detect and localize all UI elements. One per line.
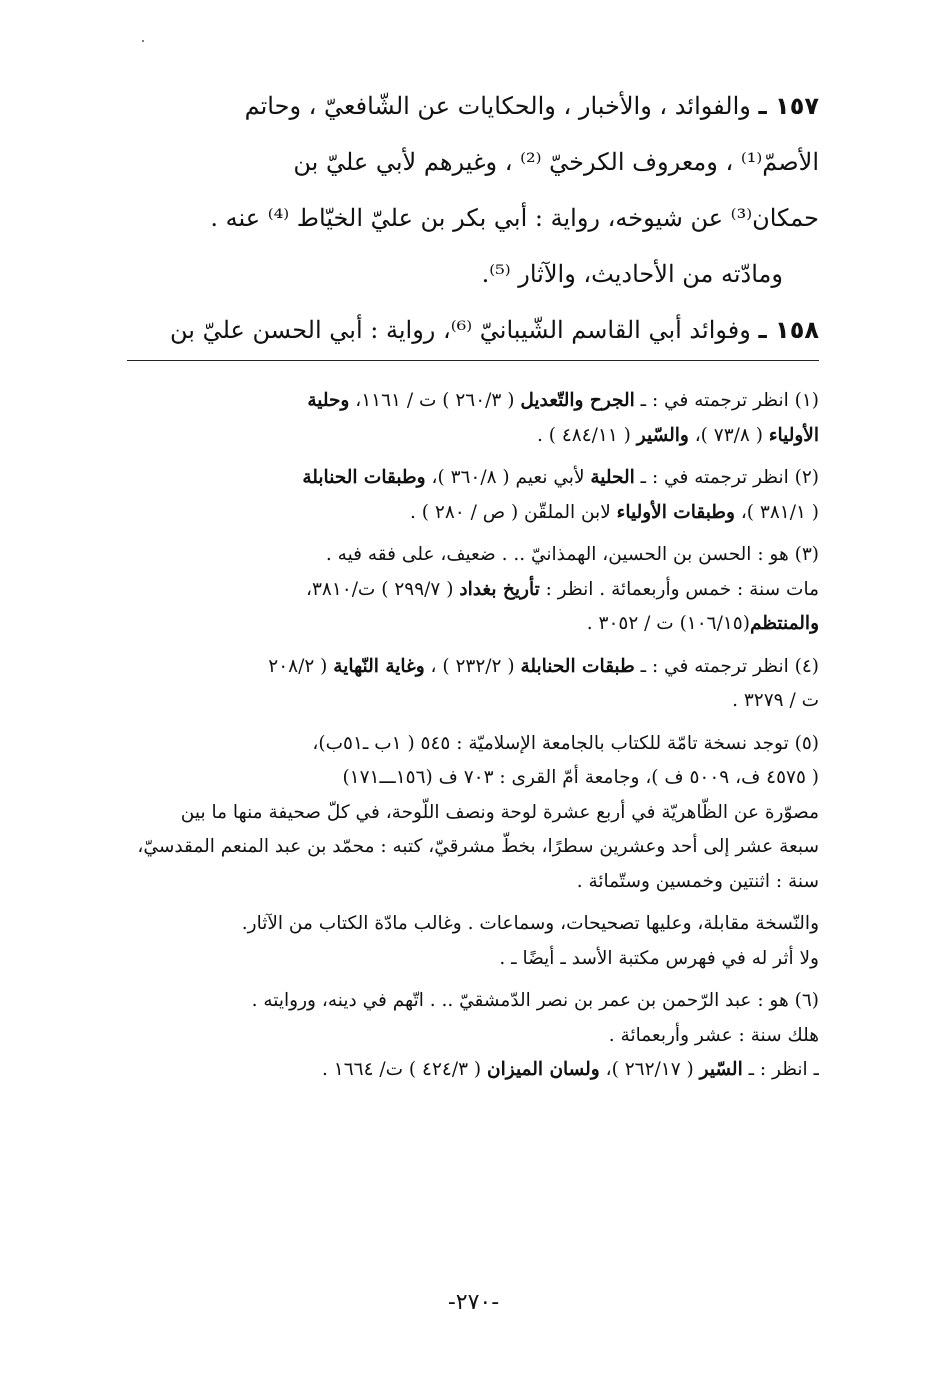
page-number: -٢٧٠- <box>447 1290 500 1315</box>
entry-157-line-3: حمكان⁽³⁾ عن شيوخه، رواية : أبي بكر بن عليّ الخيّاط ⁽⁴⁾ عنه . <box>210 204 819 232</box>
footnote-4-line-2: ت / ٣٢٧٩ . <box>732 690 819 711</box>
entry-158-line-1: ١٥٨ ـ وفوائد أبي القاسم الشّيبانيّ ⁽⁶⁾، رواية : أبي الحسن عليّ بن <box>170 316 819 344</box>
footnote-3-line-2: مات سنة : خمس وأربعمائة . انظر : تأريخ بغداد ( ٢٩٩/٧ ) ت/٣٨١٠، <box>305 578 819 600</box>
footnote-5-line-5: سنة : اثنتين وخمسين وستّمائة . <box>576 870 819 892</box>
main-text <box>108 78 819 358</box>
speck-mark <box>142 40 144 42</box>
footnote-separator <box>127 360 819 361</box>
footnote-5-line-2: ( ٤٥٧٥ ف، ٥٠٠٩ ف )، وجامعة أمّ القرى : ٧٠٣ ف (١٥٦ـــ١٧١) <box>342 767 819 788</box>
entry-157-number: ١٥٧ ـ <box>758 92 819 120</box>
footnotes <box>108 384 819 1088</box>
footnote-6-line-3: ـ انظر : ـ السّير ( ٢٦٢/١٧ )، ولسان الميزان ( ٤٢٤/٣ ) ت/ ١٦٦٤ . <box>322 1059 819 1080</box>
footnote-2-line-2: ( ٣٨١/١ )، وطبقات الأولياء لابن الملقّن ( ص / ٢٨٠ ) . <box>410 501 819 523</box>
footnote-5-line-3: مصوّرة عن الظّاهريّة في أربع عشرة لوحة ونصف اللّوحة، في كلّ صحيفة منها ما بين <box>180 801 819 823</box>
footnote-3-line-3: والمنتظم(١٠٦/١٥) ت / ٣٠٥٢ . <box>586 613 819 634</box>
footnote-5-line-4: سبعة عشر إلى أحد وعشرين سطرًا، بخطّ مشرقيّ، كتبه : محمّد بن عبد المنعم المقدسيّ، <box>137 836 819 857</box>
footnote-6-line-2: هلك سنة : عشر وأربعمائة . <box>608 1024 819 1046</box>
entry-158-number: ١٥٨ ـ <box>758 316 819 344</box>
entry-157-line-2: الأصمّ⁽¹⁾ ، ومعروف الكرخيّ ⁽²⁾ ، وغيرهم لأبي عليّ بن <box>293 148 819 176</box>
footnote-5-line-1: (٥) توجد نسخة تامّة للكتاب بالجامعة الإسلاميّة : ٥٤٥ ( ١ب ـ٥١ب)، <box>312 732 819 754</box>
footnote-4-line-1: (٤) انظر ترجمته في : ـ طبقات الحنابلة ( ٢٣٢/٢ ) ، وغاية النّهاية ( ٢٠٨/٢ <box>268 655 819 677</box>
footnote-1-line-1: (١) انظر ترجمته في : ـ الجرح والتّعديل ( ٢٦٠/٣ ) ت / ١١٦١، وحلية <box>307 390 819 411</box>
entry-157-line-1: ١٥٧ ـ والفوائد ، والأخبار ، والحكايات عن الشّافعيّ ، وحاتم <box>244 92 819 120</box>
entry-157-line-4: ومادّته من الأحاديث، والآثار ⁽⁵⁾. <box>481 260 783 288</box>
footnote-5-line-6: والنّسخة مقابلة، وعليها تصحيحات، وسماعات . وغالب مادّة الكتاب من الآثار. <box>241 913 819 934</box>
footnote-5-line-7: ولا أثر له في فهرس مكتبة الأسد ـ أيضًا ـ . <box>499 947 819 969</box>
footnote-3-line-1: (٣) هو : الحسن بن الحسين، الهمذانيّ .. . ضعيف، على فقه فيه . <box>325 544 819 565</box>
footnote-2-line-1: (٢) انظر ترجمته في : ـ الحلية لأبي نعيم ( ٣٦٠/٨ )، وطبقات الحنابلة <box>302 467 819 488</box>
footnote-1-line-2: الأولياء ( ٧٣/٨ )، والسّير ( ٤٨٤/١١ ) . <box>537 424 819 446</box>
footnote-6-line-1: (٦) هو : عبد الرّحمن بن عمر بن نصر الدّمشقيّ .. . اتّهم في دينه، وروايته . <box>251 990 819 1011</box>
